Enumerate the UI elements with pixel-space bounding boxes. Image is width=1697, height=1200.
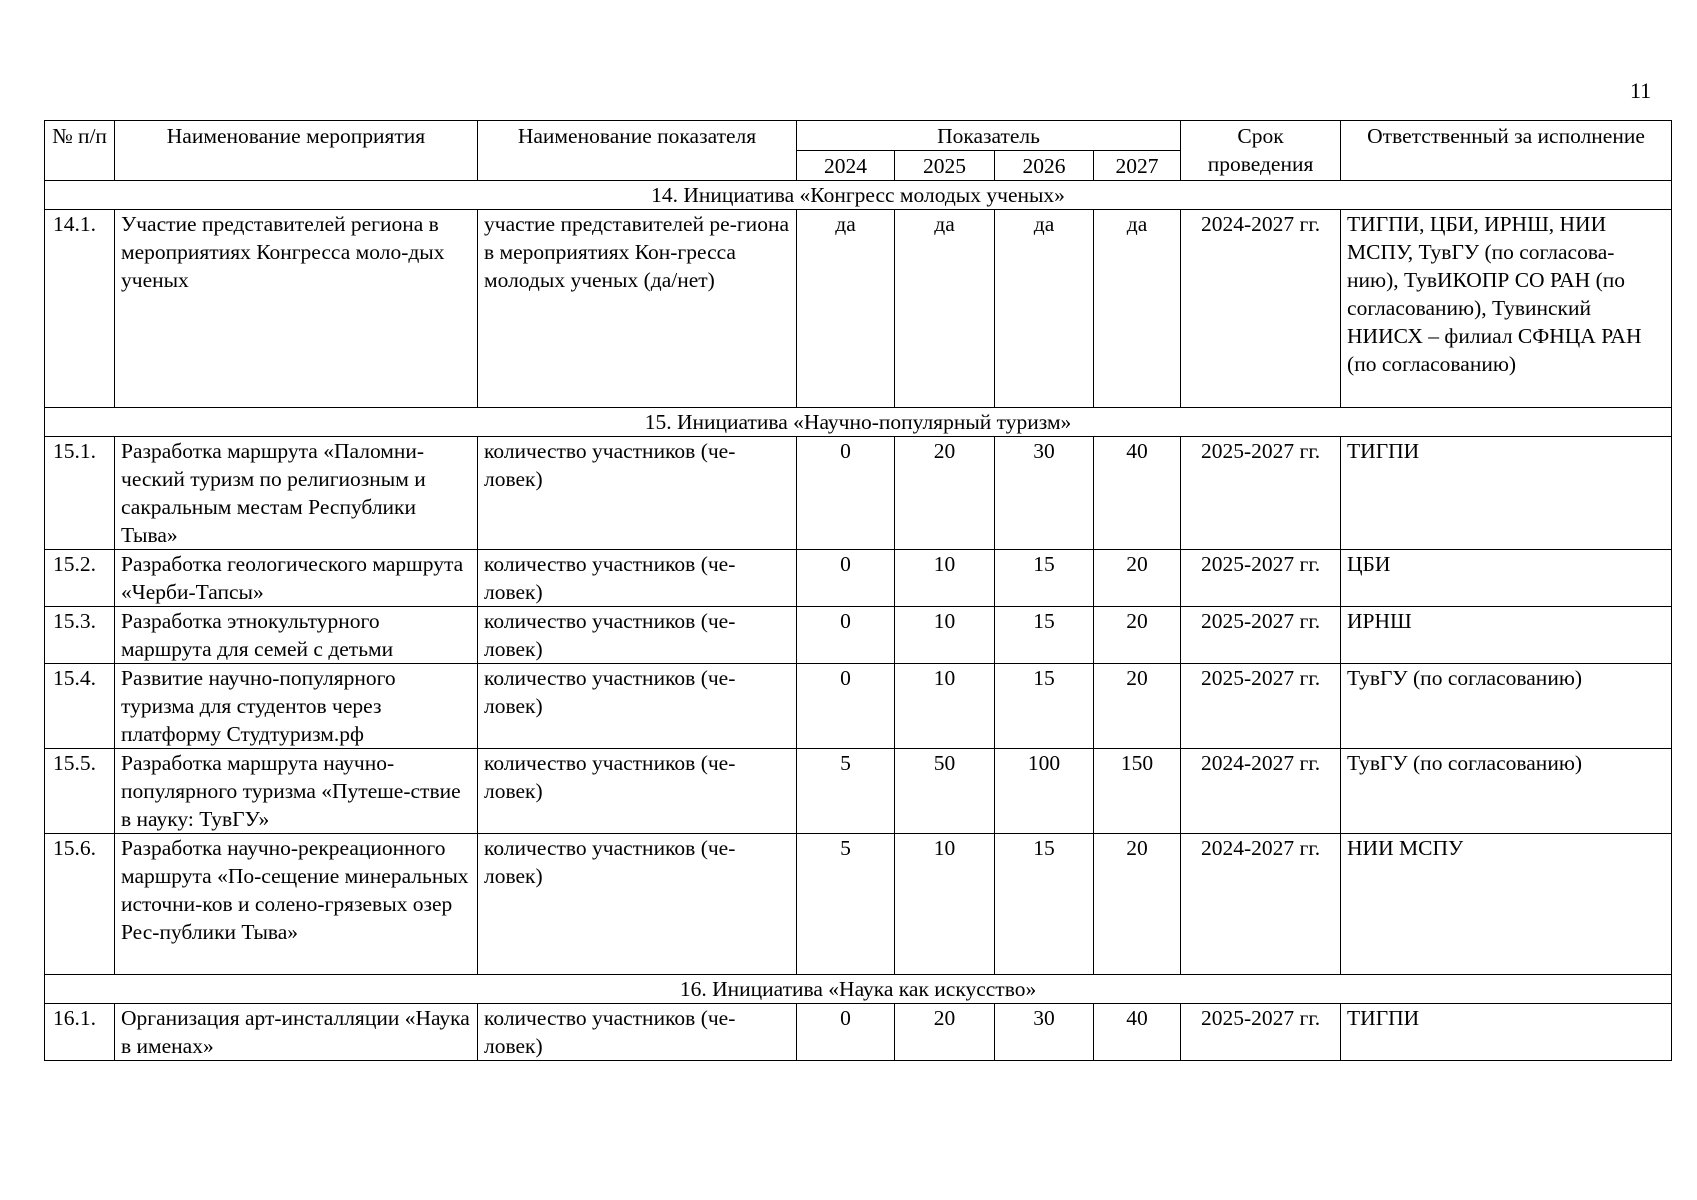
responsible: ЦБИ [1341, 550, 1672, 607]
deadline: 2024-2027 гг. [1181, 834, 1341, 975]
header-num: № п/п [45, 121, 115, 181]
indicator-name: количество участников (че-ловек) [478, 437, 797, 550]
value-2024: 0 [797, 664, 895, 749]
header-year: 2027 [1094, 151, 1181, 181]
table-row [45, 437, 1672, 550]
indicator-name: количество участников (че-ловек) [478, 749, 797, 834]
table-row [45, 550, 1672, 607]
header-event: Наименование мероприятия [115, 121, 478, 181]
header-responsible: Ответственный за исполнение [1341, 121, 1672, 181]
header-year: 2024 [797, 151, 895, 181]
value-2024: 0 [797, 1004, 895, 1061]
value-2025: 20 [895, 1004, 995, 1061]
event-name: Разработка геологического маршрута «Черби-Тапсы» [115, 550, 478, 607]
event-name: Разработка маршрута «Паломни-ческий туризм по религиозным и сакральным местам Республики Тыва» [115, 437, 478, 550]
section-title: 15. Инициатива «Научно-популярный туризм» [45, 408, 1672, 437]
responsible: ТИГПИ [1341, 1004, 1672, 1061]
responsible: ТИГПИ [1341, 437, 1672, 550]
value-2025: 10 [895, 834, 995, 975]
header-year: 2025 [895, 151, 995, 181]
row-number: 15.4. [45, 664, 115, 749]
event-name: Участие представителей региона в мероприятиях Конгресса моло-дых ученых [115, 210, 478, 408]
table-row [45, 607, 1672, 664]
value-2024: 0 [797, 550, 895, 607]
indicator-name: количество участников (че-ловек) [478, 664, 797, 749]
event-name: Организация арт-инсталляции «Наука в именах» [115, 1004, 478, 1061]
page-number: 11 [1630, 78, 1652, 103]
row-number: 14.1. [45, 210, 115, 408]
table-row [45, 210, 1672, 408]
events-table [44, 120, 1672, 1061]
event-name: Разработка маршрута научно-популярного туризма «Путеше-ствие в науку: ТувГУ» [115, 749, 478, 834]
deadline: 2025-2027 гг. [1181, 664, 1341, 749]
value-2027: 20 [1094, 834, 1181, 975]
value-2025: 10 [895, 550, 995, 607]
value-2026: 15 [995, 550, 1094, 607]
header-indicator: Наименование показателя [478, 121, 797, 181]
row-number: 15.3. [45, 607, 115, 664]
value-2024: 5 [797, 749, 895, 834]
responsible: ТувГУ (по согласованию) [1341, 664, 1672, 749]
value-2026: 100 [995, 749, 1094, 834]
table-row [45, 834, 1672, 975]
value-2026: 15 [995, 664, 1094, 749]
indicator-name: количество участников (че-ловек) [478, 834, 797, 975]
table-row [45, 664, 1672, 749]
row-number: 15.1. [45, 437, 115, 550]
value-2025: 10 [895, 664, 995, 749]
event-name: Развитие научно-популярного туризма для студентов через платформу Студтуризм.рф [115, 664, 478, 749]
value-2026: 30 [995, 1004, 1094, 1061]
responsible: НИИ МСПУ [1341, 834, 1672, 975]
value-2025: 10 [895, 607, 995, 664]
value-2027: 150 [1094, 749, 1181, 834]
value-2027: 40 [1094, 437, 1181, 550]
indicator-name: участие представителей ре-гиона в мероприятиях Кон-гресса молодых ученых (да/нет) [478, 210, 797, 408]
deadline: 2025-2027 гг. [1181, 607, 1341, 664]
value-2027: 20 [1094, 607, 1181, 664]
event-name: Разработка научно-рекреационного маршрута «По-сещение минеральных источни-ков и солено-грязевых озер Рес-публики Тыва» [115, 834, 478, 975]
deadline: 2024-2027 гг. [1181, 749, 1341, 834]
header-deadline: Срок проведения [1181, 121, 1341, 181]
value-2027: 40 [1094, 1004, 1181, 1061]
header-indicator-group: Показатель [797, 121, 1181, 151]
row-number: 15.6. [45, 834, 115, 975]
responsible: ТИГПИ, ЦБИ, ИРНШ, НИИ МСПУ, ТувГУ (по согласова-нию), ТувИКОПР СО РАН (по согласованию), Тувинский НИИСХ – филиал СФНЦА РАН (по согласованию) [1341, 210, 1672, 408]
table-row [45, 749, 1672, 834]
indicator-name: количество участников (че-ловек) [478, 1004, 797, 1061]
deadline: 2025-2027 гг. [1181, 1004, 1341, 1061]
value-2024: 5 [797, 834, 895, 975]
header-year: 2026 [995, 151, 1094, 181]
value-2027: 20 [1094, 664, 1181, 749]
value-2027: да [1094, 210, 1181, 408]
table-row [45, 1004, 1672, 1061]
section-title: 16. Инициатива «Наука как искусство» [45, 975, 1672, 1004]
responsible: ТувГУ (по согласованию) [1341, 749, 1672, 834]
value-2026: 15 [995, 834, 1094, 975]
section-title: 14. Инициатива «Конгресс молодых ученых» [45, 181, 1672, 210]
indicator-name: количество участников (че-ловек) [478, 550, 797, 607]
responsible: ИРНШ [1341, 607, 1672, 664]
row-number: 15.5. [45, 749, 115, 834]
value-2024: 0 [797, 437, 895, 550]
value-2026: 30 [995, 437, 1094, 550]
value-2025: 20 [895, 437, 995, 550]
value-2027: 20 [1094, 550, 1181, 607]
row-number: 15.2. [45, 550, 115, 607]
deadline: 2025-2027 гг. [1181, 437, 1341, 550]
row-number: 16.1. [45, 1004, 115, 1061]
indicator-name: количество участников (че-ловек) [478, 607, 797, 664]
value-2026: 15 [995, 607, 1094, 664]
value-2026: да [995, 210, 1094, 408]
value-2025: 50 [895, 749, 995, 834]
deadline: 2024-2027 гг. [1181, 210, 1341, 408]
value-2024: 0 [797, 607, 895, 664]
value-2025: да [895, 210, 995, 408]
event-name: Разработка этнокультурного маршрута для семей с детьми [115, 607, 478, 664]
deadline: 2025-2027 гг. [1181, 550, 1341, 607]
value-2024: да [797, 210, 895, 408]
